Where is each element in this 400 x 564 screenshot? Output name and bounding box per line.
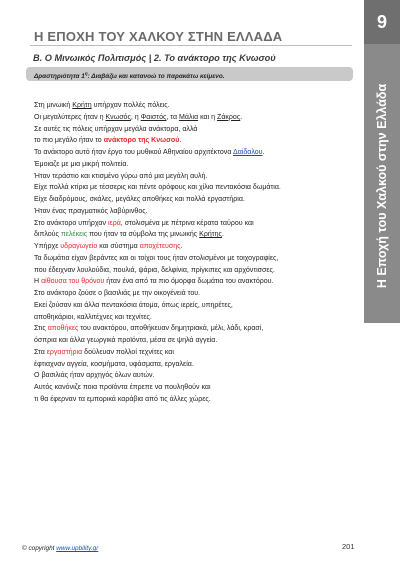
text-segment: Ο βασιλιάς ήταν αρχηγός όλων αυτών.	[34, 372, 155, 380]
footer-link[interactable]: www.upbility.gr	[56, 545, 99, 552]
text-segment: Στη μινωική	[34, 102, 73, 109]
text-line	[34, 206, 354, 218]
text-segment: Κρήτης	[199, 231, 222, 239]
text-segment: Η	[34, 278, 42, 286]
text-segment: τι θα έφερναν τα εμπορικά καράβια από τις άλλες χώρες.	[34, 395, 211, 403]
text-segment: υδραγωγείο	[60, 243, 98, 250]
text-segment: αποθηκάριοι, καλλιτέχνες και τεχνίτες.	[34, 313, 152, 321]
text-line	[34, 241, 354, 253]
text-line	[34, 135, 354, 147]
text-segment: και η	[198, 113, 218, 121]
chapter-side-tab	[364, 0, 400, 323]
text-segment: .	[180, 243, 183, 250]
text-segment: Ήταν τεράστιο και κτισμένο γύρω από μια μεγάλη αυλή.	[34, 172, 208, 180]
text-segment: ήταν ένα από τα πιο όμορφα δωμάτια του ανακτόρου.	[104, 278, 274, 286]
text-line	[34, 159, 354, 171]
footer-copyright	[22, 545, 98, 552]
title-divider	[30, 45, 352, 46]
text-segment: .	[221, 231, 224, 239]
text-segment: αποχέτευσης	[139, 243, 181, 250]
text-line	[34, 112, 354, 124]
text-segment: και σύστημα	[97, 243, 140, 250]
text-link[interactable]: Δαίδαλου	[232, 149, 263, 156]
page-number: 201	[342, 542, 355, 551]
text-segment: Στο ανάκτορο υπήρχαν	[34, 219, 108, 227]
text-segment: Κνωσός	[105, 113, 131, 121]
chapter-vertical-title: Η Εποχή του Χαλκού στην Ελλάδα	[375, 83, 389, 289]
text-line	[34, 335, 354, 347]
text-segment: , η	[130, 113, 141, 121]
text-line	[34, 370, 354, 382]
text-segment: που ήταν τα σύμβολα της μινωικής	[87, 231, 200, 239]
activity-suffix: : Διαβάζω και κατανοώ το παρακάτω κείμενο.	[87, 73, 225, 80]
text-line	[34, 182, 354, 194]
text-segment: αποθήκες	[47, 325, 79, 333]
text-line	[34, 288, 354, 300]
text-segment: Τα δωμάτια είχαν βεράντες και οι τοίχοι τους ήταν στολισμένοι με τοιχογραφίες,	[34, 254, 279, 262]
text-line	[34, 265, 354, 277]
text-segment: Φαιστός	[140, 113, 167, 121]
text-line	[34, 300, 354, 312]
text-segment: Είχε πολλά κτίρια με τέσσερις και πέντε ορόφους και χίλια πεντακόσια δωμάτια.	[34, 184, 281, 192]
text-line	[34, 229, 354, 241]
text-segment: Υπήρχε	[34, 243, 61, 250]
text-segment: Είχε διαδρόμους, σκάλες, μεγάλες αποθήκες και πολλά εργαστήρια.	[34, 196, 245, 203]
text-segment: ιερά	[107, 219, 121, 227]
section-subtitle: Β. Ο Μινωικός Πολιτισμός | 2. Το ανάκτορο της Κνωσού	[33, 53, 276, 63]
text-segment: Σε αυτές τις πόλεις υπήρχαν μεγάλα ανάκτορα, αλλά	[34, 125, 198, 133]
text-segment: που έδειχναν λουλούδια, πουλιά, ψάρια, δελφίνια, πρίγκιπες και αρχόντισσες.	[34, 266, 275, 274]
text-line	[34, 253, 354, 265]
text-segment: το πιο μεγάλο ήταν το	[34, 137, 104, 145]
text-segment: , στολισμένα με πέτρινα κέρατα ταύρου και	[120, 219, 254, 227]
text-segment: Στο ανάκτορο ζούσε ο βασιλιάς με την οικογένειά του.	[34, 290, 201, 297]
chapter-number: 9	[364, 0, 400, 44]
text-segment: .	[179, 137, 182, 145]
text-segment: .	[240, 113, 243, 121]
text-segment: .	[262, 149, 265, 156]
text-line	[34, 276, 354, 288]
text-segment: υπήρχαν πολλές πόλεις.	[91, 102, 170, 109]
activity-banner	[26, 67, 353, 81]
text-segment: έφτιαχναν αγγεία, κοσμήματα, υφάσματα, εργαλεία.	[34, 360, 194, 368]
text-line	[34, 347, 354, 359]
text-segment: ανάκτορο της Κνωσού	[103, 137, 180, 145]
text-segment: δούλευαν πολλοί τεχνίτες και	[82, 348, 174, 356]
text-line	[34, 194, 354, 206]
text-line	[34, 323, 354, 335]
text-segment: , τα	[166, 113, 180, 121]
text-segment: αίθουσα του θρόνου	[41, 278, 105, 286]
text-line	[34, 124, 354, 136]
text-line	[34, 218, 354, 230]
page-title: Η ΕΠΟΧΗ ΤΟΥ ΧΑΛΚΟΥ ΣΤΗΝ ΕΛΛΑΔΑ	[34, 29, 283, 44]
text-segment: Στις	[34, 325, 48, 333]
text-segment: πελέκεις	[60, 231, 88, 239]
text-segment: Εκεί ζούσαν και άλλα πεντακόσια άτομα, όπως ιερείς, υπηρέτες,	[34, 301, 233, 309]
copyright-text: © copyright	[22, 545, 57, 552]
text-line	[34, 171, 354, 183]
text-segment: του ανακτόρου, αποθήκευαν δημητριακά, μέλι, λάδι, κρασί,	[78, 325, 264, 333]
text-segment: όσπρια και άλλα γεωργικά προϊόντα, μέσα σε ψηλά αγγεία.	[34, 337, 218, 344]
activity-sup: η	[84, 71, 88, 76]
reading-text	[34, 100, 354, 406]
text-segment: Κρήτη	[72, 102, 92, 109]
text-segment: Αυτός κανόνιζε ποια προϊόντα έπρεπε να πουληθούν και	[34, 384, 211, 391]
text-segment: Οι μεγαλύτερες ήταν η	[34, 113, 106, 121]
text-line	[34, 394, 354, 406]
text-segment: Ζάκρος	[217, 113, 241, 121]
activity-prefix: Δραστηριότητα 1	[34, 73, 85, 80]
text-line	[34, 100, 354, 112]
text-line	[34, 382, 354, 394]
text-line	[34, 147, 354, 159]
text-segment: Έμοιαζε με μια μικρή πολιτεία.	[34, 160, 129, 168]
text-line	[34, 312, 354, 324]
text-line	[34, 359, 354, 371]
text-segment: Το ανάκτορο αυτό ήταν έργο του μυθικού Αθηναίου αρχιτέκτονα	[34, 149, 233, 156]
text-segment: εργαστήρια	[46, 348, 83, 356]
text-segment: Στα	[34, 348, 47, 356]
text-segment: Μάλια	[179, 113, 199, 121]
text-segment: διπλούς	[34, 231, 61, 239]
text-segment: Ήταν ένας πραγματικός λαβύρινθος.	[34, 207, 148, 215]
